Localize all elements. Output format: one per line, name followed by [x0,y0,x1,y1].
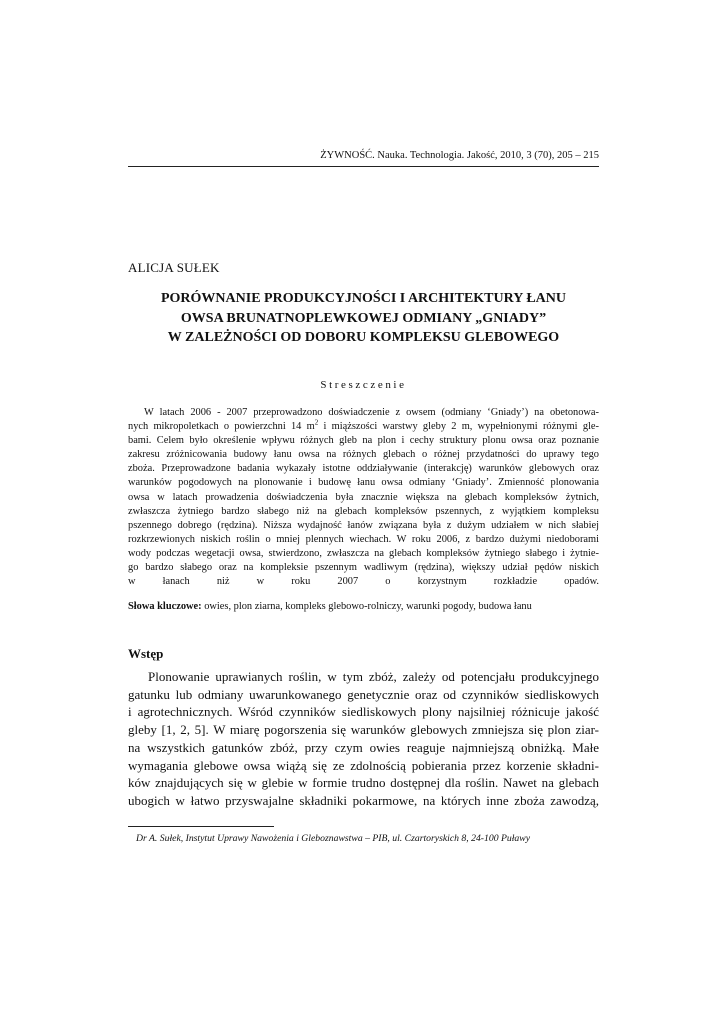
abstract-line: zboża. Przeprowadzone badania wykazały istotne oddziaływanie (interakcję) warunków glebowych oraz [128,463,599,475]
title-line: OWSA BRUNATNOPLEWKOWEJ ODMIANY „GNIADY” [180,310,547,326]
body-line: gleby [1, 2, 5]. W miarę pogorszenia się warunków glebowych zmniejsza się plon ziar- [128,722,599,738]
keywords-text: owies, plon ziarna, kompleks glebowo-rolniczy, warunki pogody, budowa łanu [201,601,532,612]
body-line: ków znajdujących się w glebie w formie trudno dostępnej dla roślin. Nawet na glebach [128,775,599,791]
abstract-line-part: nych mikropoletkach o powierzchni 14 m [128,421,315,433]
abstract-line: W latach 2006 - 2007 przeprowadzono doświadczenie z owsem (odmiany ‘Gniady’) na obetonowa- [144,407,599,418]
body-line: wymagania glebowe owsa wiążą się ze zdolnością pobierania przez korzenie składni- [128,757,599,773]
footnote-rule [128,826,274,827]
body-line: i agrotechnicznych. Wśród czynników siedliskowych plony najsilniej różnicuje jakość [128,704,599,720]
body-line: ubogich w łatwo przyswajalne składniki pokarmowe, na których inne zboża zawodzą, [128,792,599,808]
abstract-line: pszennego dobrego (rędzina). Niższa wydajność łanów związana była z dużym udziałem w nich słabiej [128,519,599,531]
keywords-label: Słowa kluczowe: [128,601,202,612]
body-line: gatunku lub odmiany uwarunkowanego genetycznie oraz od czynników siedliskowych [128,686,599,702]
abstract-line: wody podczas wegetacji owsa, stwierdzono, zwłaszcza na glebach kompleksów żytniego słabego i żytnie- [128,547,599,559]
section-heading: Wstęp [128,646,164,661]
abstract-line: rozkrzewionych niskich roślin o mniej plennych wiechach. W roku 2006, z bardzo dużymi niedoborami [128,533,599,545]
title-line: W ZALEŻNOŚCI OD DOBORU KOMPLEKSU GLEBOWEGO [167,330,560,345]
title-line: PORÓWNANIE PRODUKCYJNOŚCI I ARCHITEKTURY ŁANU [160,291,567,306]
abstract-line [128,420,599,434]
keywords [128,600,599,614]
header-rule [128,166,599,167]
author-footnote: Dr A. Sułek, Instytut Uprawy Nawożenia i Gleboznawstwa – PIB, ul. Czartoryskich 8, 24-100 Puławy [136,833,531,844]
abstract-line: zakresu zróżnicowania budowy łanu owsa na różnych glebach o różnej przydatności do uprawy tego [128,449,599,461]
superscript: 2 [314,418,319,427]
abstract-line-part: i miąższości warstwy gleby 2 m, wypełnionymi różnymi gle- [318,421,599,433]
author-name: ALICJA SUŁEK [128,260,220,275]
abstract-line: warunków pogodowych na plonowanie i budowę łanu owsa odmiany ‘Gniady’. Zmienność plonowania [128,477,599,489]
abstract-heading: Streszczenie [320,379,407,391]
abstract-body [128,406,599,589]
abstract-line: owsa w latach prowadzenia doświadczenia była znacznie większa na glebach kompleksów żytnich, [128,491,599,503]
body-line: Plonowanie uprawianych roślin, w tym zbóż, zależy od potencjału produkcyjnego [148,669,599,684]
article-title [128,289,599,348]
abstract-line: go bardzo słabego oraz na kompleksie pszennym wadliwym (rędzina), większy udział pędów niskich [128,562,599,574]
abstract-line: zwłaszcza żytniego bardzo słabego niż na glebach kompleksów pszennych, z wyjątkiem kompleksu [128,505,599,517]
abstract-line: bami. Celem było określenie wpływu różnych gleb na plon i cechy struktury plonu owsa oraz poznanie [128,435,599,447]
abstract-line: w łanach niż w roku 2007 o korzystnym rozkładzie opadów. [128,576,599,588]
section-body [128,668,599,810]
running-header: ŻYWNOŚĆ. Nauka. Technologia. Jakość, 2010, 3 (70), 205 – 215 [320,150,599,161]
body-line: na wszystkich gatunków zbóż, przy czym owies reaguje najmniejszą obniżką. Małe [128,739,599,755]
